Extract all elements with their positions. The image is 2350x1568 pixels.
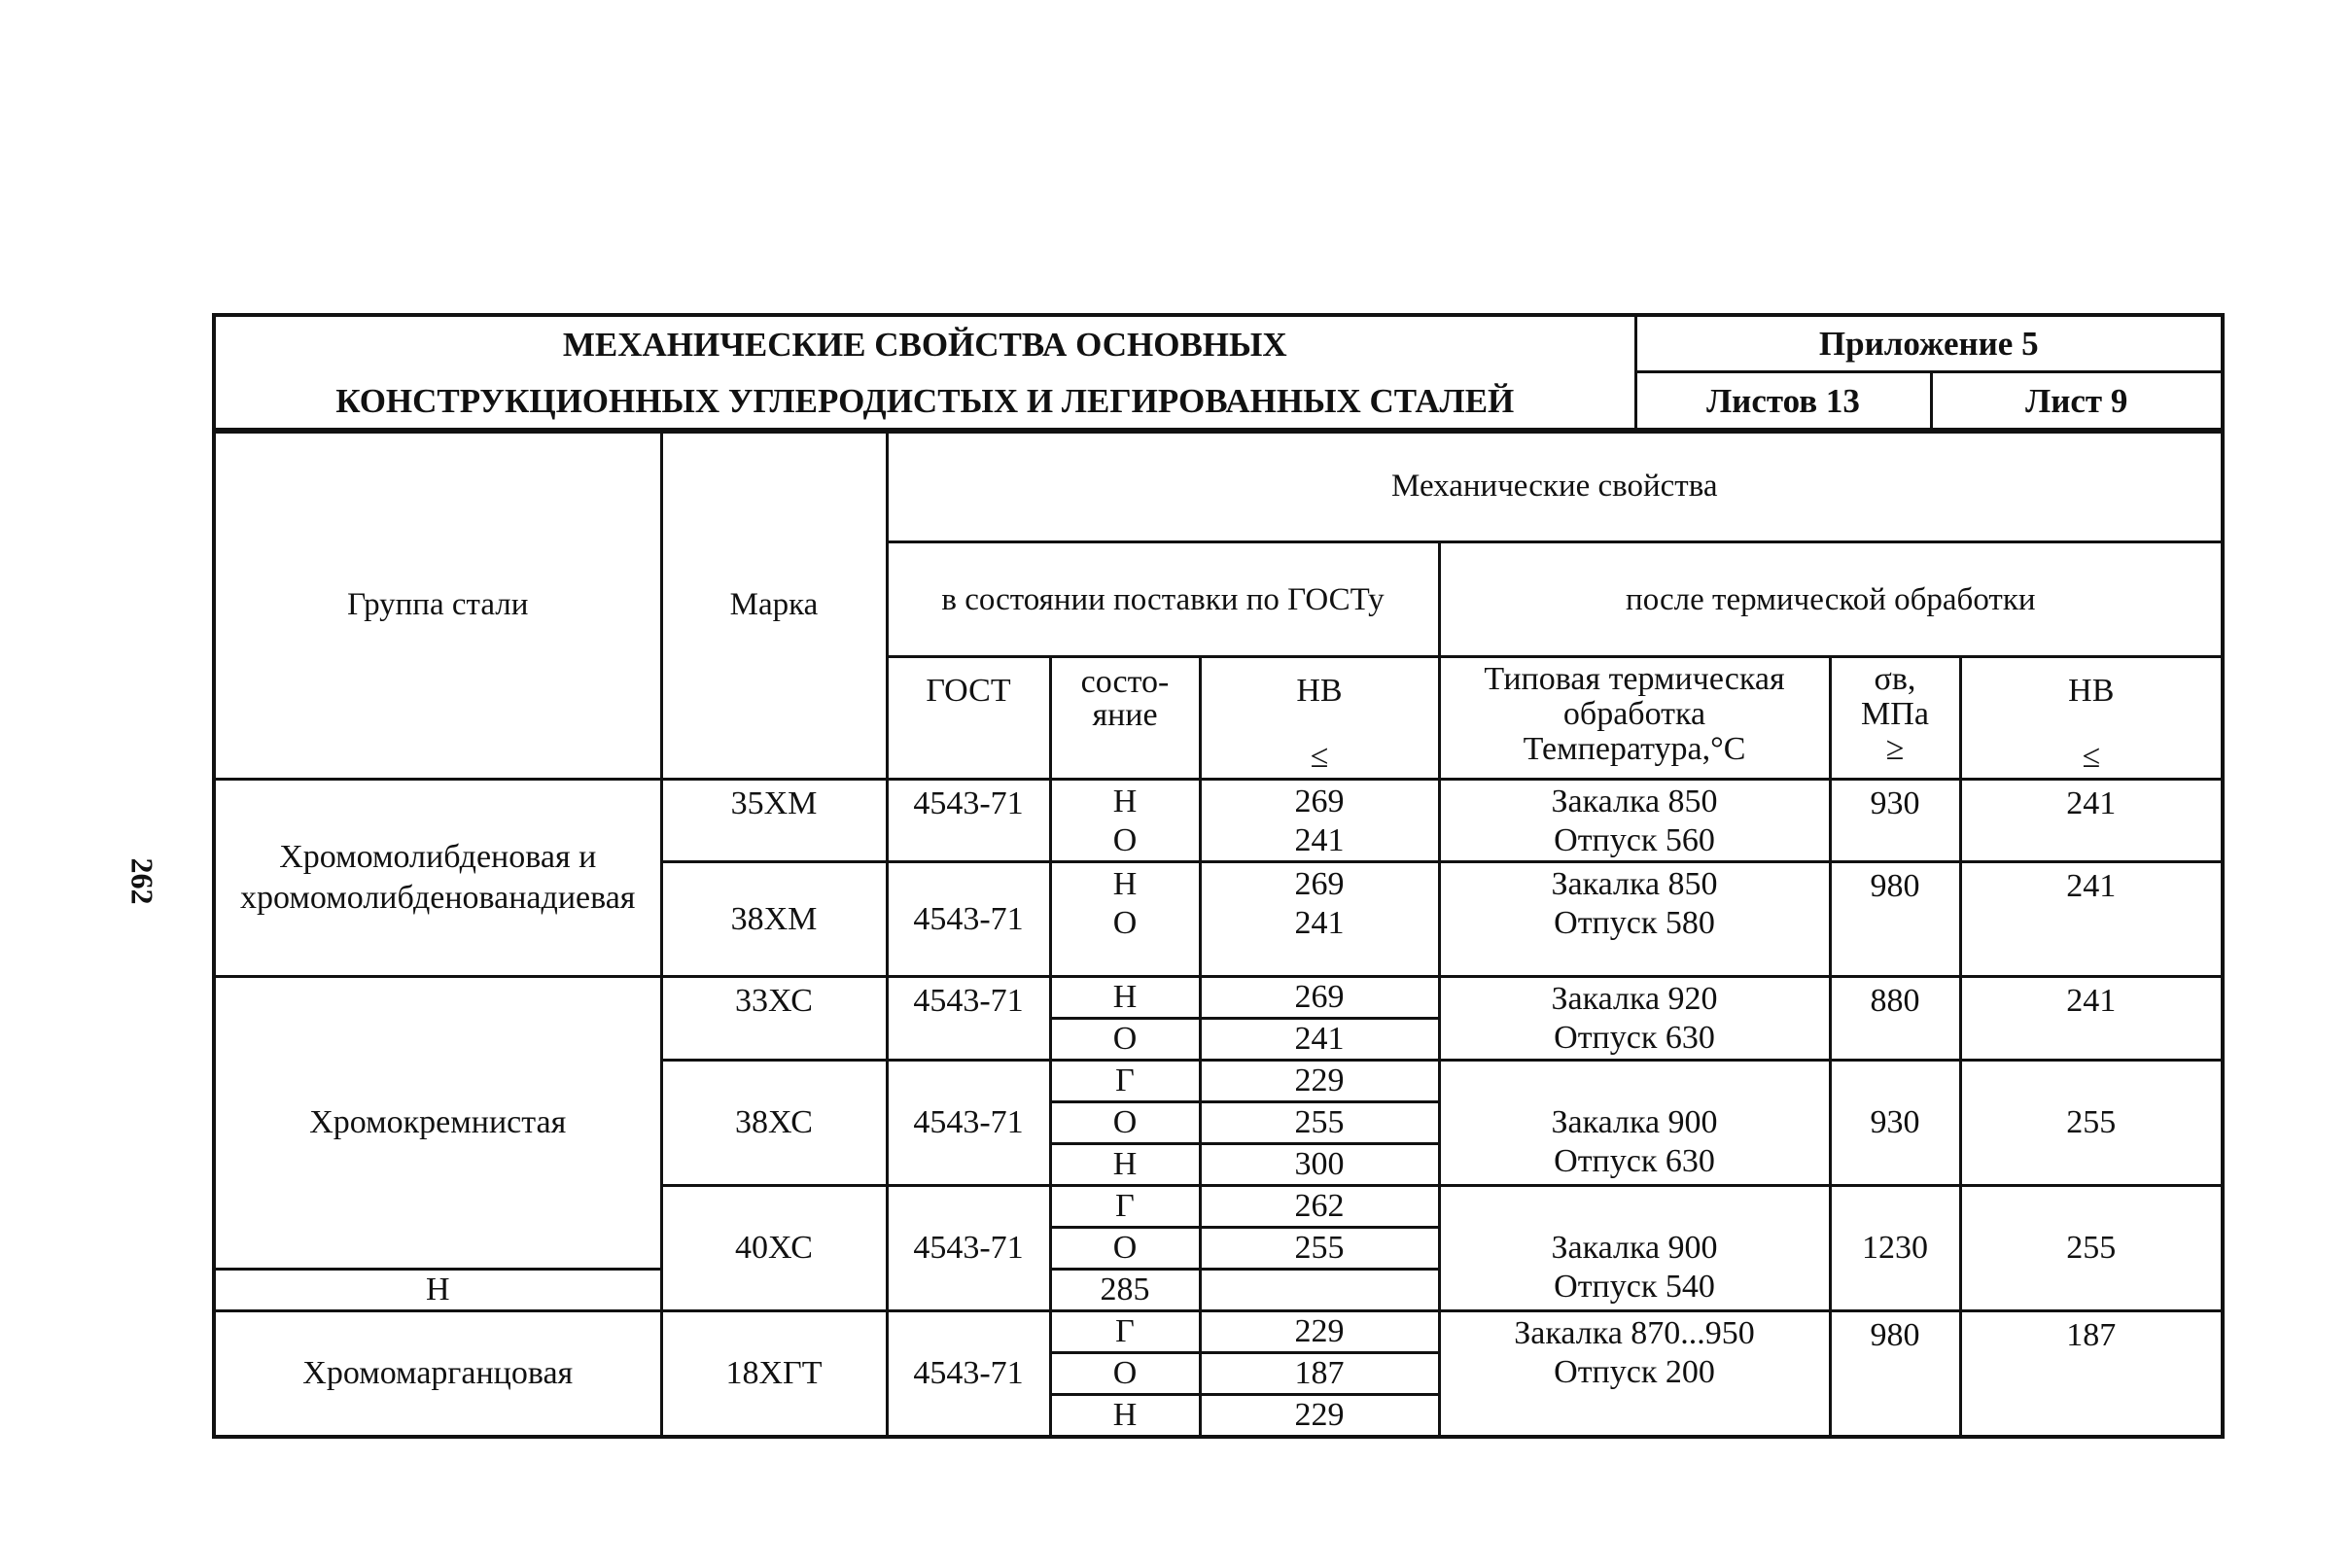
appendix-label: Приложение 5 — [1635, 315, 2223, 372]
sigma-label-1: σв, — [1874, 661, 1916, 697]
sigma-ge-sign: ≥ — [1885, 731, 1905, 767]
state-cell — [1050, 780, 1200, 862]
treatment-value: Отпуск 630 — [1554, 1020, 1715, 1056]
state-value: Н — [1112, 784, 1138, 819]
treatment-value: Закалка 900 — [1551, 1230, 1718, 1266]
table-row — [214, 1311, 2223, 1353]
treatment-value: Закалка 870...950 — [1514, 1315, 1755, 1351]
hb-cell: 229 — [1200, 1311, 1439, 1353]
hb-after-le-sign: ≤ — [2082, 739, 2101, 775]
col-header-delivery: в состоянии поставки по ГОСТу — [887, 542, 1439, 657]
treatment-value: Отпуск 630 — [1554, 1143, 1715, 1179]
col-header-state — [1050, 657, 1200, 780]
col-header-hb-after — [1960, 657, 2223, 780]
treatment-label-1: Типовая термическая — [1484, 661, 1785, 697]
hb-value: 241 — [1294, 822, 1345, 858]
treatment-cell — [1439, 780, 1830, 862]
hb-label: НВ — [1296, 673, 1343, 709]
sheets-total: Листов 13 — [1635, 372, 1931, 432]
hb-cell: 255 — [1200, 1228, 1439, 1270]
title-line-2: КОНСТРУКЦИОННЫХ УГЛЕРОДИСТЫХ И ЛЕГИРОВАННЫХ СТАЛЕЙ — [335, 382, 1515, 420]
document-header — [212, 313, 2225, 434]
col-header-hb — [1200, 657, 1439, 780]
hb-cell — [1200, 862, 1439, 977]
gost-cell: 4543-71 — [887, 1061, 1050, 1186]
treatment-value: Закалка 850 — [1551, 866, 1718, 902]
group-cell — [214, 780, 661, 977]
state-value: О — [1112, 905, 1138, 941]
hb-after-cell: 255 — [1960, 1061, 2223, 1186]
hb-cell: 269 — [1200, 977, 1439, 1019]
treatment-label-3: Температура,°С — [1523, 731, 1746, 767]
sheet-number: Лист 9 — [1931, 372, 2223, 432]
treatment-value: Закалка 900 — [1551, 1104, 1718, 1140]
col-header-sigma — [1830, 657, 1960, 780]
col-header-grade: Марка — [661, 430, 887, 780]
col-header-after-heat: после термической обработки — [1439, 542, 2223, 657]
title-line-1: МЕХАНИЧЕСКИЕ СВОЙСТВА ОСНОВНЫХ — [562, 326, 1287, 364]
state-cell: Г — [1050, 1061, 1200, 1102]
state-cell: Н — [1050, 1144, 1200, 1186]
state-cell — [1050, 862, 1200, 977]
hb-cell: 187 — [1200, 1353, 1439, 1395]
hb-cell — [1200, 780, 1439, 862]
sigma-cell: 930 — [1830, 1061, 1960, 1186]
state-cell: О — [1050, 1019, 1200, 1061]
treatment-value: Отпуск 540 — [1554, 1269, 1715, 1305]
state-value: О — [1112, 822, 1138, 858]
group-cell: Хромомарганцовая — [214, 1311, 661, 1438]
sigma-cell: 980 — [1830, 1311, 1960, 1438]
hb-value: 269 — [1294, 866, 1345, 902]
sigma-cell: 880 — [1830, 977, 1960, 1061]
sigma-cell: 980 — [1830, 862, 1960, 977]
page-number: 262 — [124, 857, 160, 905]
state-cell: Г — [1050, 1186, 1200, 1228]
grade-cell: 40ХС — [661, 1186, 887, 1311]
document-title — [214, 315, 1635, 432]
state-cell: О — [1050, 1228, 1200, 1270]
state-cell: О — [1050, 1353, 1200, 1395]
table-row — [214, 977, 2223, 1019]
gost-cell: 4543-71 — [887, 977, 1050, 1061]
grade-cell: 33ХС — [661, 977, 887, 1061]
state-cell: Г — [1050, 1311, 1200, 1353]
sigma-cell: 930 — [1830, 780, 1960, 862]
hb-after-label: НВ — [2068, 673, 2115, 709]
treatment-value: Отпуск 580 — [1554, 905, 1715, 941]
hb-cell: 241 — [1200, 1019, 1439, 1061]
group-cell: Хромокремнистая — [214, 977, 661, 1270]
hb-cell: 229 — [1200, 1395, 1439, 1438]
hb-after-cell: 255 — [1960, 1186, 2223, 1311]
treatment-cell — [1439, 862, 1830, 977]
hb-cell: 262 — [1200, 1186, 1439, 1228]
col-header-group: Группа стали — [214, 430, 661, 780]
gost-cell: 4543-71 — [887, 1311, 1050, 1438]
hb-cell: 285 — [1050, 1270, 1200, 1311]
sigma-cell: 1230 — [1830, 1186, 1960, 1311]
sigma-label-2: МПа — [1861, 696, 1929, 732]
state-cell: О — [1050, 1102, 1200, 1144]
hb-value: 269 — [1294, 784, 1345, 819]
col-header-treatment — [1439, 657, 1830, 780]
treatment-value: Закалка 850 — [1551, 784, 1718, 819]
treatment-value: Закалка 920 — [1551, 981, 1718, 1017]
col-header-mech: Механические свойства — [887, 430, 2223, 542]
state-label-2: яние — [1092, 697, 1158, 733]
treatment-value: Отпуск 560 — [1554, 822, 1715, 858]
table-row — [214, 780, 2223, 862]
treatment-cell — [1439, 1311, 1830, 1438]
grade-cell: 38ХС — [661, 1061, 887, 1186]
grade-cell: 18ХГТ — [661, 1311, 887, 1438]
gost-cell: 4543-71 — [887, 862, 1050, 977]
treatment-cell — [1439, 1186, 1830, 1311]
state-cell: Н — [1050, 1395, 1200, 1438]
group-name-1: Хромомолибденовая и — [279, 839, 597, 875]
hb-after-cell: 241 — [1960, 780, 2223, 862]
treatment-value: Отпуск 200 — [1554, 1354, 1715, 1390]
steel-properties-table — [212, 428, 2225, 1439]
grade-cell: 38ХМ — [661, 862, 887, 977]
hb-cell: 300 — [1200, 1144, 1439, 1186]
treatment-cell — [1439, 1061, 1830, 1186]
grade-cell: 35ХМ — [661, 780, 887, 862]
hb-cell: 229 — [1200, 1061, 1439, 1102]
hb-after-cell: 187 — [1960, 1311, 2223, 1438]
state-cell: Н — [1050, 977, 1200, 1019]
treatment-label-2: обработка — [1562, 696, 1706, 732]
gost-cell: 4543-71 — [887, 780, 1050, 862]
hb-cell: 255 — [1200, 1102, 1439, 1144]
treatment-cell — [1439, 977, 1830, 1061]
col-header-gost — [887, 657, 1050, 780]
hb-value: 241 — [1294, 905, 1345, 941]
group-name-2: хромомолибденованадиевая — [240, 880, 636, 916]
state-label-1: состо- — [1080, 664, 1170, 700]
gost-label: ГОСТ — [926, 673, 1011, 709]
state-cell: Н — [214, 1270, 661, 1311]
gost-cell: 4543-71 — [887, 1186, 1050, 1311]
hb-after-cell: 241 — [1960, 862, 2223, 977]
state-value: Н — [1112, 866, 1138, 902]
hb-le-sign: ≤ — [1310, 739, 1329, 775]
hb-after-cell: 241 — [1960, 977, 2223, 1061]
